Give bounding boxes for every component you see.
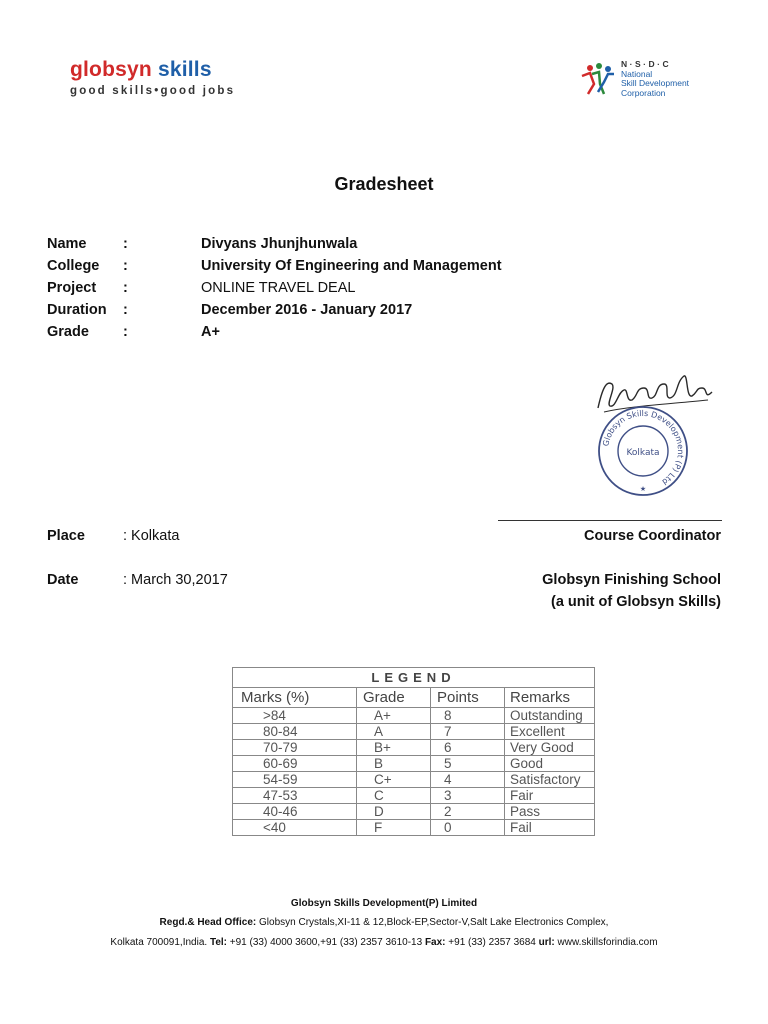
nsdc-emblem-icon: [578, 62, 618, 96]
date-label: Date: [47, 572, 79, 588]
detail-label: College: [47, 258, 100, 274]
legend-cell-marks: 47-53: [233, 788, 357, 804]
legend-row: [233, 708, 595, 724]
legend-cell-points: 4: [431, 772, 505, 788]
detail-value: University Of Engineering and Management: [201, 258, 502, 274]
legend-cell-points: 3: [431, 788, 505, 804]
place-label: Place: [47, 528, 85, 544]
detail-value: Divyans Jhunjhunwala: [201, 236, 358, 252]
legend-row: [233, 756, 595, 772]
legend-row: [233, 724, 595, 740]
legend-cell-remarks: Fail: [505, 820, 595, 836]
legend-cell-grade: A: [357, 724, 431, 740]
footer-url-label: url:: [538, 937, 555, 948]
page-title: Gradesheet: [334, 174, 434, 194]
detail-value: ONLINE TRAVEL DEAL: [201, 280, 356, 296]
legend-row: [233, 820, 595, 836]
legend-header-marks: Marks (%): [233, 688, 357, 708]
stamp-star-icon: ★: [639, 486, 647, 493]
signature-line: [498, 520, 722, 521]
stamp-city: Kolkata: [626, 448, 660, 458]
legend-cell-remarks: Excellent: [505, 724, 595, 740]
legend-cell-points: 7: [431, 724, 505, 740]
detail-label: Grade: [47, 324, 89, 340]
place-row: [47, 528, 180, 544]
detail-colon: :: [123, 258, 128, 274]
detail-colon: :: [123, 280, 128, 296]
footer-city: Kolkata 700091,India.: [110, 937, 208, 948]
legend-cell-remarks: Very Good: [505, 740, 595, 756]
footer-tel-label: Tel:: [209, 937, 227, 948]
footer-url[interactable]: www.skillsforindia.com: [557, 937, 658, 948]
detail-row-grade: [47, 324, 747, 346]
legend-cell-points: 6: [431, 740, 505, 756]
legend-header-points: Points: [431, 688, 505, 708]
course-coordinator-label: Course Coordinator: [584, 528, 721, 544]
footer-office: [0, 917, 768, 928]
grade-legend-table: [232, 667, 595, 836]
legend-cell-grade: A+: [357, 708, 431, 724]
brand-name-globsyn: globsyn: [70, 58, 152, 81]
legend-row: [233, 804, 595, 820]
legend-cell-grade: D: [357, 804, 431, 820]
footer-tel: +91 (33) 4000 3600,+91 (33) 2357 3610-13: [229, 937, 423, 948]
detail-label: Duration: [47, 302, 107, 318]
brand-tagline: good skills•good jobs: [70, 85, 236, 97]
legend-cell-marks: 40-46: [233, 804, 357, 820]
date-value: : March 30,2017: [123, 572, 228, 588]
legend-cell-grade: F: [357, 820, 431, 836]
legend-cell-remarks: Outstanding: [505, 708, 595, 724]
legend-cell-points: 8: [431, 708, 505, 724]
legend-row: [233, 772, 595, 788]
legend-cell-remarks: Satisfactory: [505, 772, 595, 788]
legend-cell-marks: >84: [233, 708, 357, 724]
detail-row-project: [47, 280, 747, 302]
legend-cell-marks: 54-59: [233, 772, 357, 788]
footer-company: [0, 898, 768, 909]
legend-cell-grade: C+: [357, 772, 431, 788]
legend-cell-marks: <40: [233, 820, 357, 836]
detail-label: Name: [47, 236, 87, 252]
school-unit: (a unit of Globsyn Skills): [551, 594, 721, 610]
legend-cell-points: 0: [431, 820, 505, 836]
nsdc-acronym: N·S·D·C: [621, 59, 672, 69]
legend-cell-marks: 60-69: [233, 756, 357, 772]
legend-row: [233, 788, 595, 804]
legend-cell-grade: B: [357, 756, 431, 772]
nsdc-line-3: Corporation: [621, 87, 666, 98]
legend-header-remarks: Remarks: [505, 688, 595, 708]
school-name: Globsyn Finishing School: [542, 572, 721, 588]
detail-label: Project: [47, 280, 97, 296]
detail-row-duration: [47, 302, 747, 324]
date-row: [47, 572, 228, 588]
footer-office-label: Regd.& Head Office:: [159, 917, 257, 928]
stamp-ring-text: Globsyn Skills Development (P) Ltd: [601, 408, 686, 487]
company-stamp: [597, 405, 689, 497]
nsdc-line-2: Skill Development: [621, 78, 690, 88]
legend-cell-points: 5: [431, 756, 505, 772]
footer-fax: +91 (33) 2357 3684: [448, 937, 536, 948]
legend-cell-remarks: Good: [505, 756, 595, 772]
footer-fax-label: Fax:: [424, 937, 446, 948]
legend-cell-remarks: Pass: [505, 804, 595, 820]
legend-cell-grade: B+: [357, 740, 431, 756]
legend-cell-marks: 80-84: [233, 724, 357, 740]
legend-cell-marks: 70-79: [233, 740, 357, 756]
detail-row-college: [47, 258, 747, 280]
detail-colon: :: [123, 324, 128, 340]
nsdc-line-1: National: [621, 68, 653, 79]
detail-colon: :: [123, 236, 128, 252]
detail-value: December 2016 - January 2017: [201, 302, 413, 318]
footer-contact: [0, 937, 768, 948]
globsyn-skills-logo: [70, 58, 235, 97]
footer-office-address: Globsyn Crystals,XI-11 & 12,Block-EP,Sector-V,Salt Lake Electronics Complex,: [259, 917, 609, 928]
detail-row-name: [47, 236, 747, 258]
brand-name-skills: skills: [157, 58, 212, 81]
legend-row: [233, 740, 595, 756]
legend-cell-remarks: Fair: [505, 788, 595, 804]
detail-value: A+: [201, 324, 220, 340]
legend-header-grade: Grade: [357, 688, 431, 708]
legend-caption: LEGEND: [233, 668, 595, 688]
place-value: : Kolkata: [123, 528, 180, 544]
footer-company-name: Globsyn Skills Development(P) Limited: [290, 898, 478, 909]
detail-colon: :: [123, 302, 128, 318]
legend-cell-grade: C: [357, 788, 431, 804]
legend-cell-points: 2: [431, 804, 505, 820]
